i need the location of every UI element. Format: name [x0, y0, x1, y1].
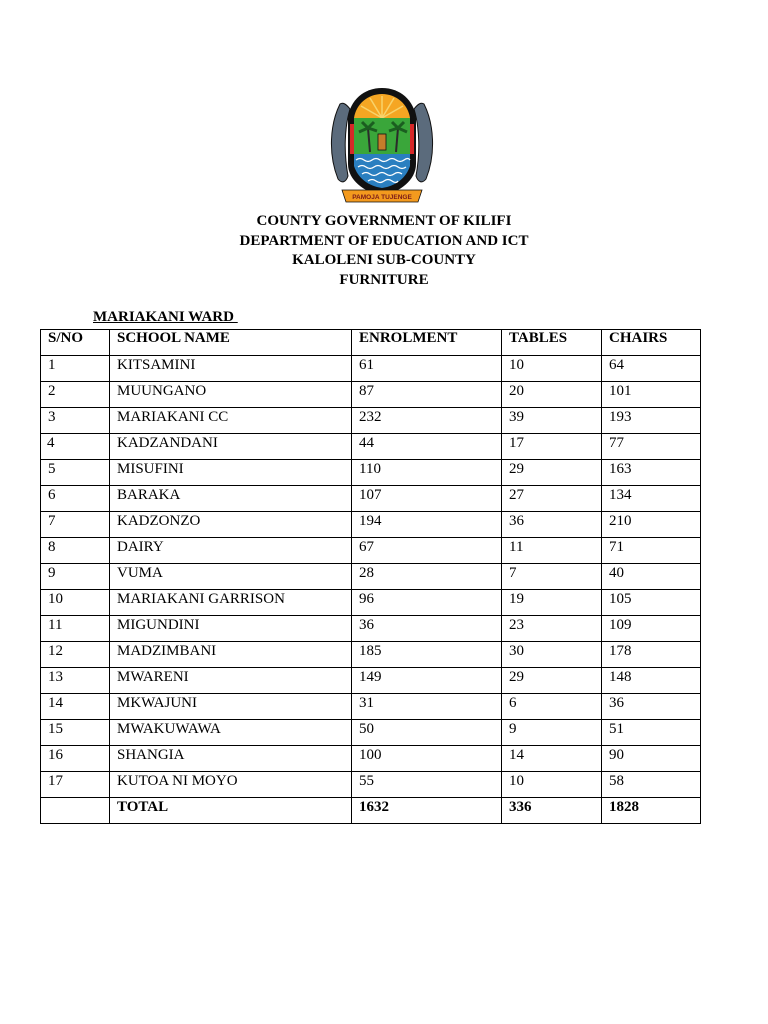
- school-name-cell: KITSAMINI: [110, 356, 352, 382]
- total-tables-cell: 336: [502, 798, 602, 824]
- sno-cell: 2: [41, 382, 110, 408]
- sno-cell: 7: [41, 512, 110, 538]
- enrolment-cell: 28: [352, 564, 502, 590]
- table-row: [41, 460, 701, 486]
- total-enrolment-cell: 1632: [352, 798, 502, 824]
- document-header: [0, 212, 768, 290]
- county-logo: [326, 84, 438, 206]
- school-name-cell: MARIAKANI GARRISON: [110, 590, 352, 616]
- tables-cell: 7: [502, 564, 602, 590]
- chairs-cell: 64: [602, 356, 701, 382]
- total-sno-cell: [41, 798, 110, 824]
- sno-cell: 9: [41, 564, 110, 590]
- sno-cell: 1: [41, 356, 110, 382]
- school-name-cell: MUUNGANO: [110, 382, 352, 408]
- right-fish-shape: [414, 103, 433, 182]
- red-band-right: [410, 124, 414, 154]
- tables-cell: 30: [502, 642, 602, 668]
- tables-cell: 29: [502, 668, 602, 694]
- sno-cell: 10: [41, 590, 110, 616]
- enrolment-cell: 110: [352, 460, 502, 486]
- header-title: FURNITURE: [339, 271, 429, 288]
- school-name-cell: KUTOA NI MOYO: [110, 772, 352, 798]
- chairs-cell: 77: [602, 434, 701, 460]
- sno-cell: 8: [41, 538, 110, 564]
- table-row: [41, 408, 701, 434]
- tables-cell: 10: [502, 356, 602, 382]
- tables-cell: 19: [502, 590, 602, 616]
- chairs-cell: 36: [602, 694, 701, 720]
- school-name-cell: BARAKA: [110, 486, 352, 512]
- table-row: [41, 720, 701, 746]
- sno-cell: 16: [41, 746, 110, 772]
- school-name-cell: MISUFINI: [110, 460, 352, 486]
- enrolment-cell: 107: [352, 486, 502, 512]
- table-row: [41, 616, 701, 642]
- chairs-cell: 90: [602, 746, 701, 772]
- enrolment-cell: 44: [352, 434, 502, 460]
- chairs-cell: 163: [602, 460, 701, 486]
- header-subcounty: KALOLENI SUB-COUNTY: [292, 252, 476, 268]
- enrolment-cell: 149: [352, 668, 502, 694]
- enrolment-cell: 36: [352, 616, 502, 642]
- column-header-sno: S/NO: [41, 330, 110, 356]
- column-header-school: SCHOOL NAME: [110, 330, 352, 356]
- table-row: [41, 356, 701, 382]
- furniture-table: [40, 329, 701, 824]
- tables-cell: 14: [502, 746, 602, 772]
- enrolment-cell: 31: [352, 694, 502, 720]
- header-county: COUNTY GOVERNMENT OF KILIFI: [256, 213, 512, 229]
- chairs-cell: 101: [602, 382, 701, 408]
- chairs-cell: 40: [602, 564, 701, 590]
- school-name-cell: MWARENI: [110, 668, 352, 694]
- chairs-cell: 109: [602, 616, 701, 642]
- enrolment-cell: 61: [352, 356, 502, 382]
- enrolment-cell: 87: [352, 382, 502, 408]
- tables-cell: 29: [502, 460, 602, 486]
- column-header-chairs: CHAIRS: [602, 330, 701, 356]
- school-name-cell: VUMA: [110, 564, 352, 590]
- table-row: [41, 538, 701, 564]
- enrolment-cell: 100: [352, 746, 502, 772]
- chairs-cell: 134: [602, 486, 701, 512]
- tables-cell: 39: [502, 408, 602, 434]
- column-header-enrolment: ENROLMENT: [352, 330, 502, 356]
- table-row: [41, 434, 701, 460]
- left-fish-shape: [331, 103, 350, 182]
- sno-cell: 12: [41, 642, 110, 668]
- table-row: [41, 668, 701, 694]
- sno-cell: 6: [41, 486, 110, 512]
- school-name-cell: DAIRY: [110, 538, 352, 564]
- table-row: [41, 772, 701, 798]
- table-row: [41, 382, 701, 408]
- school-name-cell: KADZANDANI: [110, 434, 352, 460]
- emblem-shape: [378, 134, 386, 150]
- sno-cell: 13: [41, 668, 110, 694]
- enrolment-cell: 185: [352, 642, 502, 668]
- school-name-cell: MIGUNDINI: [110, 616, 352, 642]
- chairs-cell: 51: [602, 720, 701, 746]
- enrolment-cell: 50: [352, 720, 502, 746]
- table-row: [41, 590, 701, 616]
- enrolment-cell: 194: [352, 512, 502, 538]
- table-header-row: [41, 330, 701, 356]
- table-row: [41, 746, 701, 772]
- sno-cell: 4: [41, 434, 110, 460]
- sno-cell: 3: [41, 408, 110, 434]
- enrolment-cell: 96: [352, 590, 502, 616]
- chairs-cell: 210: [602, 512, 701, 538]
- sno-cell: 15: [41, 720, 110, 746]
- chairs-cell: 71: [602, 538, 701, 564]
- school-name-cell: MWAKUWAWA: [110, 720, 352, 746]
- chairs-cell: 193: [602, 408, 701, 434]
- school-name-cell: MADZIMBANI: [110, 642, 352, 668]
- school-name-cell: KADZONZO: [110, 512, 352, 538]
- chairs-cell: 58: [602, 772, 701, 798]
- table-body: [41, 356, 701, 798]
- table-row: [41, 564, 701, 590]
- tables-cell: 10: [502, 772, 602, 798]
- ward-heading: MARIAKANI WARD: [93, 309, 238, 325]
- total-label-cell: TOTAL: [110, 798, 352, 824]
- chairs-cell: 105: [602, 590, 701, 616]
- table-row: [41, 486, 701, 512]
- tables-cell: 27: [502, 486, 602, 512]
- tables-cell: 11: [502, 538, 602, 564]
- chairs-cell: 148: [602, 668, 701, 694]
- enrolment-cell: 232: [352, 408, 502, 434]
- sno-cell: 17: [41, 772, 110, 798]
- enrolment-cell: 55: [352, 772, 502, 798]
- red-band-left: [350, 124, 354, 154]
- sno-cell: 11: [41, 616, 110, 642]
- tables-cell: 17: [502, 434, 602, 460]
- tables-cell: 9: [502, 720, 602, 746]
- school-name-cell: SHANGIA: [110, 746, 352, 772]
- header-department: DEPARTMENT OF EDUCATION AND ICT: [239, 232, 529, 249]
- total-chairs-cell: 1828: [602, 798, 701, 824]
- table-row: [41, 694, 701, 720]
- sno-cell: 5: [41, 460, 110, 486]
- school-name-cell: MKWAJUNI: [110, 694, 352, 720]
- school-name-cell: MARIAKANI CC: [110, 408, 352, 434]
- chairs-cell: 178: [602, 642, 701, 668]
- tables-cell: 36: [502, 512, 602, 538]
- table-row: [41, 642, 701, 668]
- tables-cell: 20: [502, 382, 602, 408]
- column-header-tables: TABLES: [502, 330, 602, 356]
- total-row: [41, 798, 701, 824]
- sno-cell: 14: [41, 694, 110, 720]
- table-row: [41, 512, 701, 538]
- enrolment-cell: 67: [352, 538, 502, 564]
- tables-cell: 23: [502, 616, 602, 642]
- tables-cell: 6: [502, 694, 602, 720]
- motto-text: PAMOJA TUJENGE: [352, 194, 412, 201]
